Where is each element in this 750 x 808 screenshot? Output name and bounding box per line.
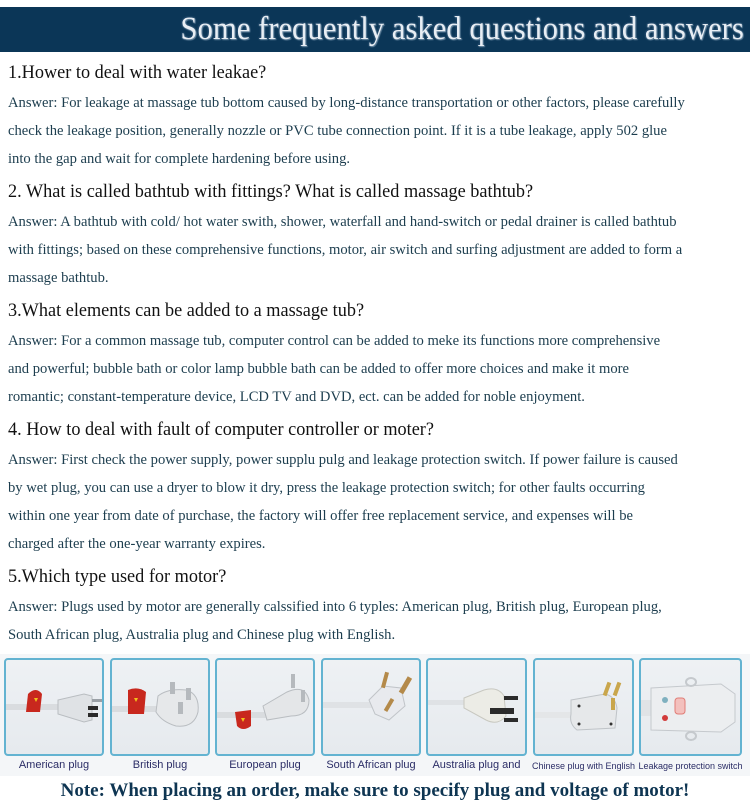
answer-line: charged after the one-year warranty expires.	[8, 536, 266, 552]
plug-label: British plug	[132, 759, 188, 771]
order-note: Note: When placing an order, make sure to specify plug and voltage of motor!	[60, 780, 690, 801]
faq-item-5	[8, 566, 750, 649]
leakage-protection-switch-icon	[641, 660, 740, 754]
answer-line: within one year from date of purchase, the factory will offer free replacement service, and expenses will be	[8, 508, 633, 524]
answer-line: by wet plug, you can use a dryer to blow it dry, press the leakage protection switch; for other faults occurring	[8, 480, 645, 496]
faq-answer	[8, 593, 750, 649]
faq-answer	[8, 89, 750, 173]
plug-british	[110, 658, 210, 776]
page-header	[0, 7, 750, 52]
plug-label: Australia plug and	[432, 759, 521, 771]
answer-line: Answer: For leakage at massage tub bottom caused by long-distance transportation or other factors, please carefully	[8, 95, 685, 111]
faq-answer	[8, 446, 750, 558]
faq-question: 2. What is called bathtub with fittings? What is called massage bathtub?	[8, 181, 534, 202]
answer-line: massage bathtub.	[8, 270, 109, 286]
chinese-plug-icon	[535, 660, 632, 754]
plug-image-frame	[110, 658, 210, 756]
answer-line: Answer: For a common massage tub, computer control can be added to meke its functions more comprehensive	[8, 333, 661, 349]
plug-image-frame	[321, 658, 421, 756]
plug-leakage-switch	[639, 658, 742, 776]
american-plug-icon	[6, 660, 102, 754]
faq-question: 3.What elements can be added to a massage tub?	[8, 300, 365, 321]
answer-line: South African plug, Australia plug and Chinese plug with English.	[8, 627, 396, 643]
plug-american	[4, 658, 104, 776]
faq-question: 4. How to deal with fault of computer controller or moter?	[8, 419, 434, 440]
plug-gallery	[0, 654, 750, 776]
faq-item-1	[8, 62, 750, 173]
plug-image-frame	[215, 658, 315, 756]
answer-line: Answer: A bathtub with cold/ hot water swith, shower, waterfall and hand-switch or pedal drainer is called bathtub	[8, 214, 677, 230]
answer-line: with fittings; based on these comprehensive functions, motor, air switch and surfing adjustment are added to form a	[8, 242, 683, 258]
plug-label: Chinese plug with English	[531, 761, 636, 771]
faq-answer	[8, 327, 750, 411]
answer-line: romantic; constant-temperature device, LCD TV and DVD, ect. can be added for noble enjoyment.	[8, 389, 585, 405]
plug-chinese	[533, 658, 634, 776]
plug-label: American plug	[18, 759, 90, 771]
plug-south-african	[321, 658, 421, 776]
faq-answer	[8, 208, 750, 292]
plug-label: Leakage protection switch	[638, 761, 743, 771]
plug-image-frame	[639, 658, 742, 756]
answer-line: Answer: First check the power supply, power supplu pulg and leakage protection switch. If power failure is caused	[8, 452, 678, 468]
faq-question: 5.Which type used for motor?	[8, 566, 227, 587]
south-african-plug-icon	[323, 660, 419, 754]
plug-image-frame	[4, 658, 104, 756]
plug-label: European plug	[229, 759, 301, 771]
australia-plug-icon	[428, 660, 525, 754]
plug-image-frame	[426, 658, 527, 756]
plug-european	[215, 658, 315, 776]
faq-item-2	[8, 181, 750, 292]
answer-line: check the leakage position, generally nozzle or PVC tube connection point. If it is a tube leakage, apply 502 glue	[8, 123, 667, 139]
faq-item-3	[8, 300, 750, 411]
answer-line: into the gap and wait for complete hardening before using.	[8, 151, 351, 167]
answer-line: Answer: Plugs used by motor are generally calssified into 6 typles: American plug, British plug, European plug,	[8, 599, 662, 615]
plug-image-frame	[533, 658, 634, 756]
plug-label: South African plug	[326, 759, 416, 771]
plug-australia	[426, 658, 527, 776]
british-plug-icon	[112, 660, 208, 754]
european-plug-icon	[217, 660, 313, 754]
faq-item-4	[8, 419, 750, 558]
faq-question: 1.Hower to deal with water leakae?	[8, 62, 267, 83]
answer-line: and powerful; bubble bath or color lamp bubble bath can be added to offer more choices and make it more	[8, 361, 629, 377]
page-title: Some frequently asked questions and answers	[180, 11, 744, 47]
